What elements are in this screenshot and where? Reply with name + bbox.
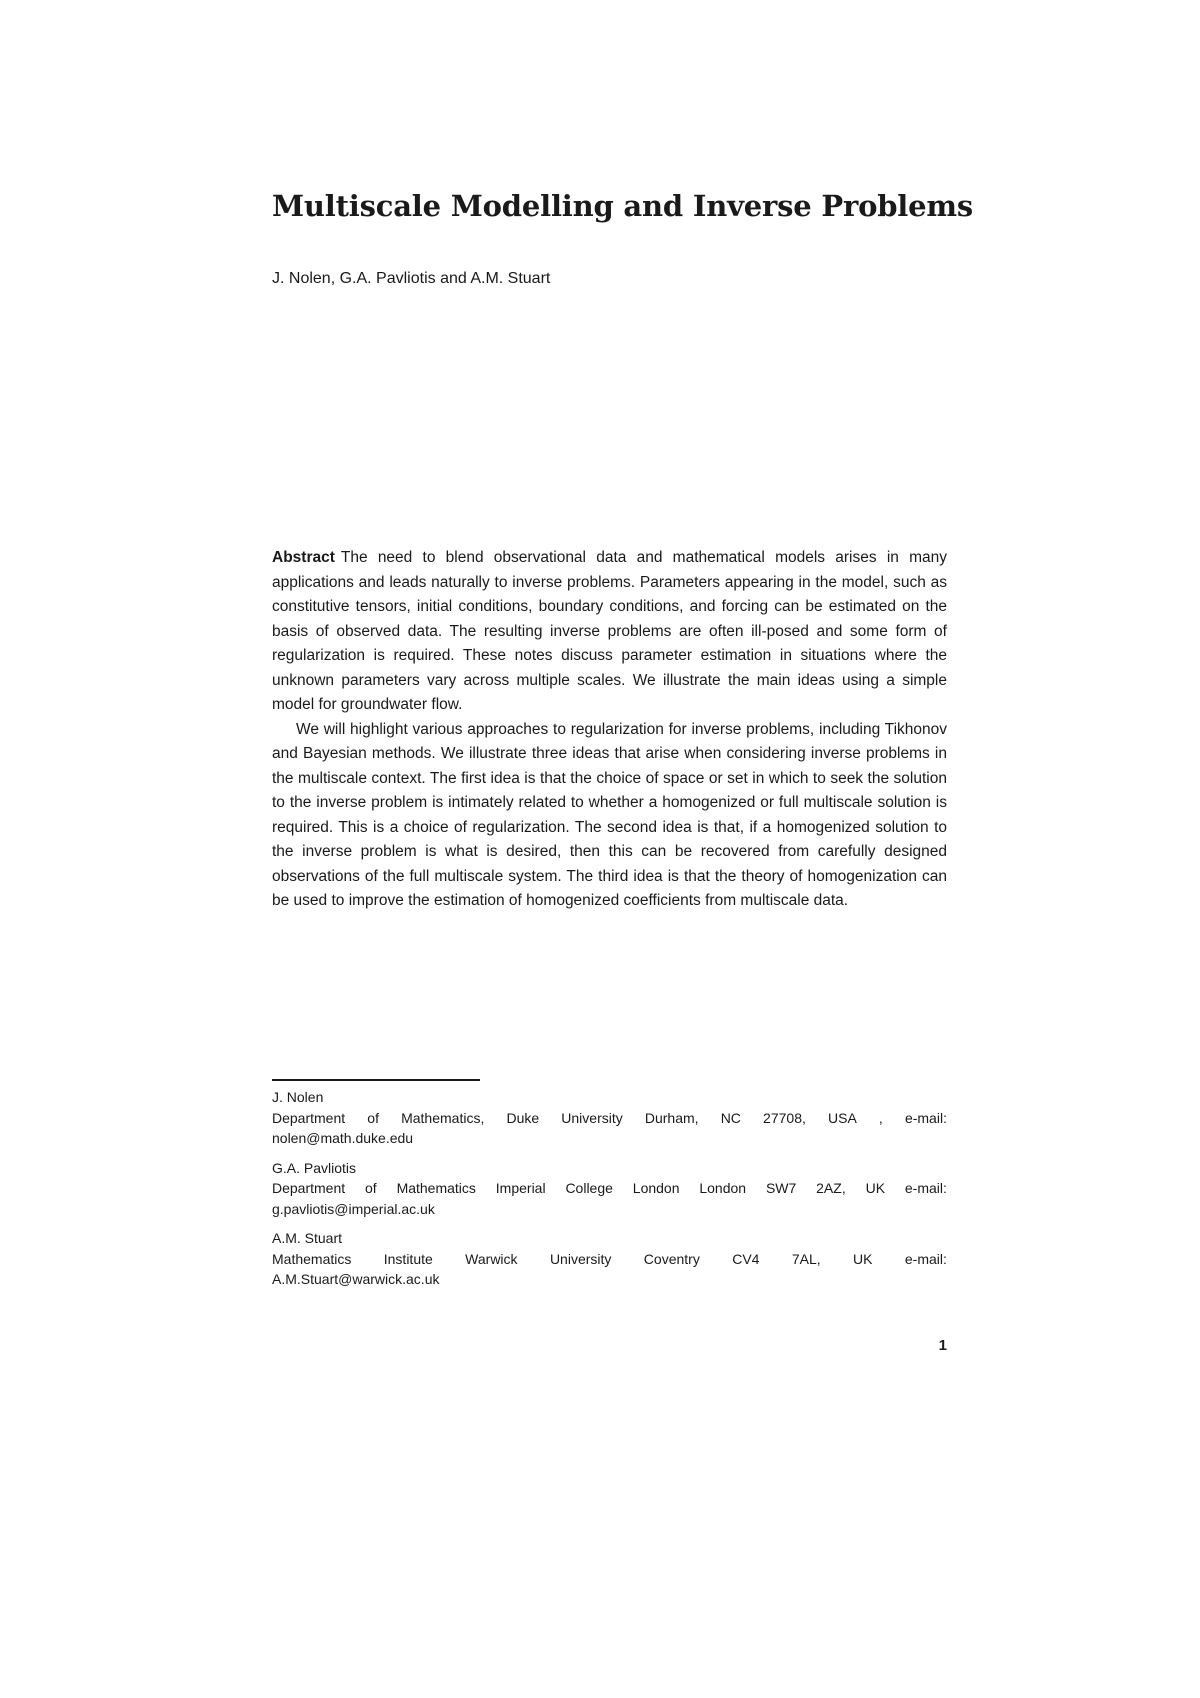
- footnote-affiliation-word: Coventry: [643, 1250, 700, 1267]
- footnote-rule: [272, 1079, 480, 1081]
- footnote-affiliation-word: 27708,: [763, 1109, 806, 1126]
- footnote-affiliation-word: University: [561, 1109, 623, 1126]
- footnote-affiliation-word: e-mail:: [904, 1109, 947, 1126]
- footnote-affiliation: [272, 1249, 947, 1270]
- footnote-author-3: [272, 1228, 947, 1290]
- footnote-email: A.M.Stuart@warwick.ac.uk: [272, 1271, 440, 1287]
- footnote-affiliation-word: 2AZ,: [816, 1180, 846, 1196]
- footnote-email: g.pavliotis@imperial.ac.uk: [272, 1200, 435, 1217]
- footnote-affiliation-word: e-mail:: [904, 1180, 947, 1196]
- footnote-affiliation-word: Mathematics: [272, 1250, 352, 1267]
- footnote-affiliation-word: London: [632, 1180, 680, 1196]
- footnote-affiliation-word: Imperial: [495, 1180, 546, 1196]
- footnote-affiliation-word: of: [365, 1180, 377, 1196]
- footnote-affiliation-word: 7AL,: [791, 1250, 821, 1267]
- abstract-paragraph-1-text: The need to blend observational data and mathematical models arises in many applications and leads naturally to inverse problems. Parameters appearing in the model, such as constitutive tensors, initial conditions, boundary conditions, and forcing can be estimated on the basis of observed data. The resulting inverse problems are often ill-posed and some form of regularization is required. These notes discuss parameter estimation in situations where the unknown parameters vary across multiple scales. We illustrate the main ideas using a simple model for groundwater flow.: [272, 549, 947, 713]
- footnote-affiliation-word: Department: [272, 1109, 346, 1126]
- footnote-affiliation-word: UK: [865, 1180, 886, 1196]
- abstract-heading: Abstract: [272, 549, 335, 566]
- footnote-affiliation-word: College: [565, 1180, 613, 1196]
- footnote-author-1: [272, 1087, 947, 1149]
- author-footnotes: [272, 1087, 947, 1299]
- footnote-affiliation-word: Mathematics: [396, 1180, 476, 1196]
- abstract-section: [272, 546, 947, 914]
- author-list: J. Nolen, G.A. Pavliotis and A.M. Stuart: [272, 270, 551, 287]
- footnote-affiliation-word: e-mail:: [904, 1250, 947, 1267]
- footnote-affiliation-word: ,: [878, 1109, 883, 1126]
- footnote-affiliation-word: Warwick: [465, 1250, 518, 1267]
- footnote-affiliation-word: Mathematics,: [401, 1109, 485, 1126]
- footnote-affiliation-word: University: [549, 1250, 612, 1267]
- footnote-author-name: G.A. Pavliotis: [272, 1159, 357, 1176]
- footnote-author-name: J. Nolen: [272, 1089, 324, 1105]
- footnote-affiliation: [272, 1178, 947, 1199]
- footnote-email: nolen@math.duke.edu: [272, 1130, 414, 1146]
- abstract-paragraph-1: [272, 546, 947, 718]
- footnote-affiliation-word: SW7: [765, 1180, 797, 1196]
- footnote-affiliation-word: UK: [853, 1250, 873, 1267]
- footnote-affiliation-word: NC: [720, 1109, 741, 1126]
- footnote-affiliation-word: CV4: [732, 1250, 760, 1267]
- footnote-affiliation-word: of: [367, 1109, 379, 1126]
- footnote-affiliation-word: Institute: [383, 1250, 433, 1267]
- page-number: 1: [938, 1337, 947, 1354]
- footnote-affiliation-word: Duke: [506, 1109, 540, 1126]
- footnote-affiliation-word: USA: [828, 1109, 857, 1126]
- footnote-affiliation: [272, 1108, 947, 1129]
- footnote-author-2: [272, 1158, 947, 1220]
- footnote-affiliation-word: Department: [272, 1180, 346, 1196]
- paper-title: Multiscale Modelling and Inverse Problems: [272, 189, 973, 223]
- abstract-paragraph-2: We will highlight various approaches to regularization for inverse problems, including Tikhonov and Bayesian methods. We illustrate three ideas that arise when considering inverse problems in the multiscale context. The first idea is that the choice of space or set in which to seek the solution to the inverse problem is intimately related to whether a homogenized or full multiscale solution is required. This is a choice of regularization. The second idea is that, if a homogenized solution to the inverse problem is what is desired, then this can be recovered from carefully designed observations of the full multiscale system. The third idea is that the theory of homogenization can be used to improve the estimation of homogenized coefficients from multiscale data.: [272, 720, 947, 909]
- footnote-affiliation-word: London: [699, 1180, 747, 1196]
- footnote-author-name: A.M. Stuart: [272, 1230, 343, 1246]
- footnote-affiliation-word: Durham,: [644, 1109, 699, 1126]
